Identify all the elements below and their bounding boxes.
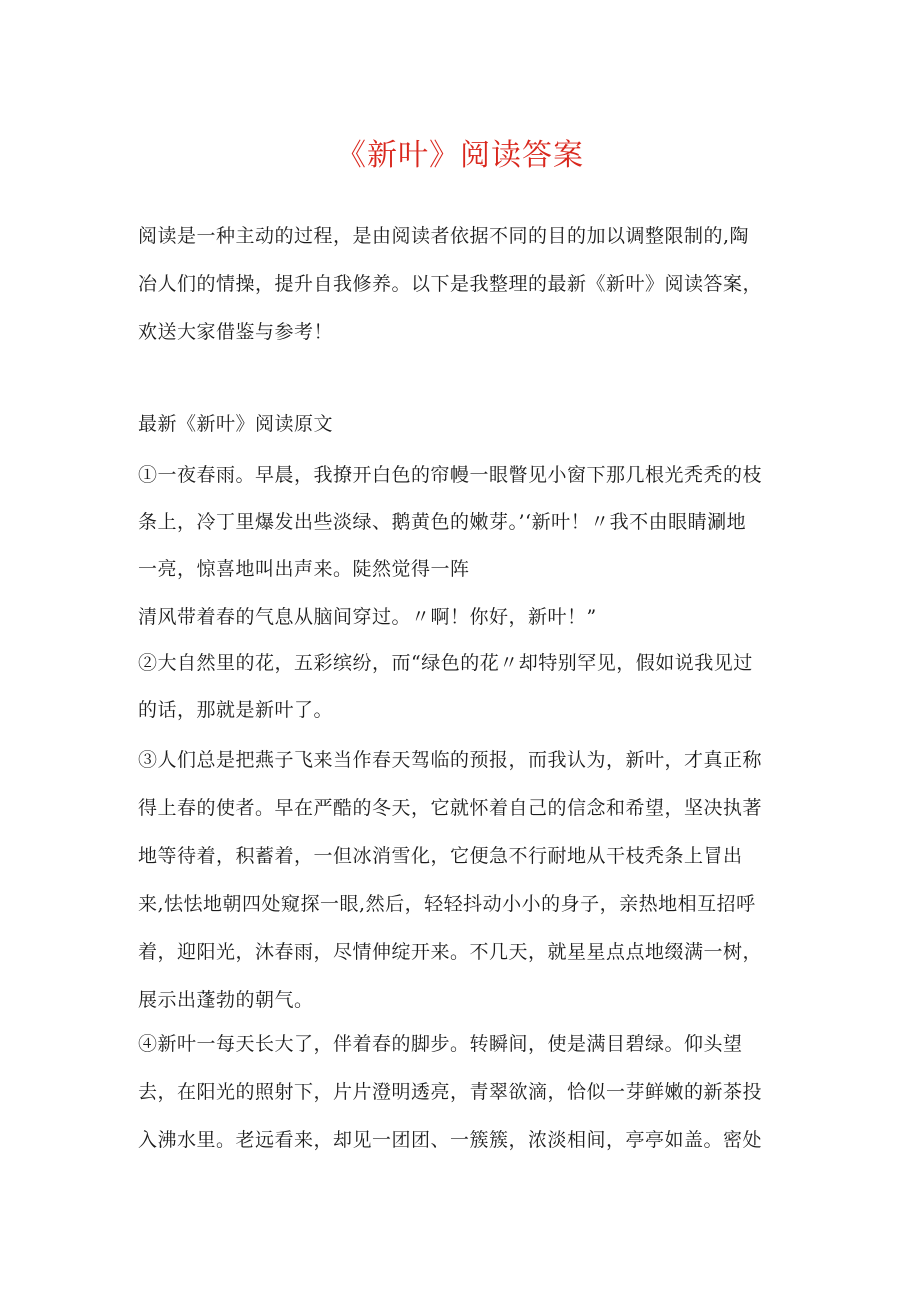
paragraph-line: 展示出蓬勃的朝气。 <box>138 989 314 1011</box>
source-heading: 最新《新叶》阅读原文 <box>138 413 334 435</box>
paragraph-line: 来,怯怯地朝四处窥探一眼,然后，轻轻抖动小小的身子，亲热地相互招呼 <box>138 893 756 915</box>
intro-line: 欢送大家借鉴与参考！ <box>138 321 334 343</box>
intro-line: 阅读是一种主动的过程，是由阅读者依据不同的目的加以调整限制的,陶 <box>138 225 750 247</box>
paragraph-line: 一亮，惊喜地叫出声来。陡然觉得一阵 <box>138 558 470 580</box>
paragraph-4 <box>138 1020 786 1164</box>
paragraph-line: 去，在阳光的照射下，片片澄明透亮，青翠欲滴，恰似一芽鲜嫩的新茶投 <box>138 1081 763 1103</box>
paragraph-3 <box>138 736 786 1024</box>
document-title: 《新叶》阅读答案 <box>336 138 584 173</box>
intro-line: 冶人们的情操，提升自我修养。以下是我整理的最新《新叶》阅读答案， <box>138 273 763 295</box>
paragraph-line: ②大自然里的花，五彩缤纷，而“绿色的花〃却特别罕见，假如说我见过 <box>138 652 753 674</box>
paragraph-2 <box>138 640 786 734</box>
paragraph-line: ④新叶一每天长大了，伴着春的脚步。转瞬间，使是满目碧绿。仰头望 <box>138 1033 743 1055</box>
paragraph-line: ③人们总是把燕子飞来当作春天驾临的预报，而我认为，新叶，才真正称 <box>138 749 763 771</box>
paragraph-line: 着，迎阳光，沐春雨，尽情伸绽开来。不几天，就星星点点地缀满一树， <box>138 941 763 963</box>
paragraph-line: 得上春的使者。早在严酷的冬天，它就怀着自己的信念和希望，坚决执著 <box>138 797 763 819</box>
paragraph-1 <box>138 452 786 593</box>
paragraph-1-continued <box>138 594 786 641</box>
intro-paragraph <box>138 212 786 356</box>
paragraph-line: 的话，那就是新叶了。 <box>138 699 334 721</box>
paragraph-line: 地等待着，积蓄着，一但冰消雪化，它便急不行耐地从干枝秃条上冒出 <box>138 845 743 867</box>
paragraph-line: 入沸水里。老远看来，却见一团团、一簇簇，浓淡相间，亭亭如盖。密处 <box>138 1129 763 1151</box>
paragraph-line: ①一夜春雨。早晨，我撩开白色的帘幔一眼瞥见小窗下那几根光秃秃的枝 <box>138 464 763 486</box>
paragraph-line: 清风带着春的气息从脑间穿过。〃啊！你好，新叶！” <box>138 606 597 628</box>
paragraph-line: 条上，冷丁里爆发出些淡绿、鹅黄色的嫩芽。’‘新叶！〃我不由眼睛涮地 <box>138 511 747 533</box>
